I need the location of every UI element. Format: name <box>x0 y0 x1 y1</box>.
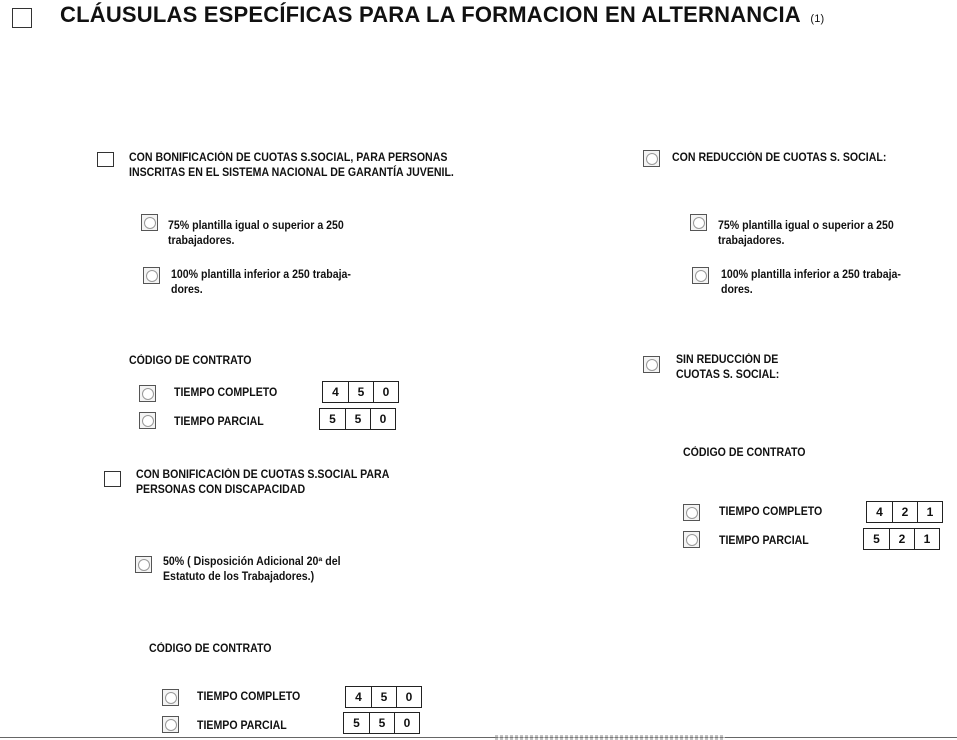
reduccion-75-label <box>718 219 894 249</box>
bonif-discap-parcial-label: TIEMPO PARCIAL <box>197 720 287 732</box>
sin-reduccion-line1: SIN REDUCCIÓN DE <box>676 354 779 366</box>
bonif-discap-codigo-label: CÒDIGO DE CONTRATO <box>149 643 272 655</box>
code-digit: 4 <box>332 385 339 399</box>
bonif-discap-parcial-code <box>343 712 420 734</box>
bonif-discap-line2: PERSONAS CON DISCAPACIDAD <box>136 484 306 496</box>
reduccion-100-option[interactable] <box>692 267 709 284</box>
bonif-juvenil-100-line2: dores. <box>171 284 203 296</box>
sin-reduccion-completo-option[interactable] <box>683 504 700 521</box>
sin-reduccion-parcial-option[interactable] <box>683 531 700 548</box>
code-digit: 1 <box>914 529 939 549</box>
code-digit: 5 <box>353 716 360 730</box>
page-title <box>60 2 824 28</box>
title-text: CLÁUSULAS ESPECÍFICAS PARA LA FORMACION EN ALTERNANCIA <box>60 2 801 27</box>
bonif-juvenil-checkbox[interactable] <box>97 152 114 167</box>
bonif-juvenil-completo-code <box>322 381 399 403</box>
sin-reduccion-completo-code <box>866 501 943 523</box>
bonif-discap-50-label <box>163 555 341 585</box>
bonif-juvenil-100-option[interactable] <box>143 267 160 284</box>
sin-reduccion-codigo-label: CÒDIGO DE CONTRATO <box>683 447 806 459</box>
bonif-juvenil-line1: CON BONIFICACIÓN DE CUOTAS S.SOCIAL, PARA PERSONAS <box>129 152 448 164</box>
page-bottom-rule <box>0 737 957 738</box>
bonif-discap-completo-option[interactable] <box>162 689 179 706</box>
bonif-juvenil-completo-label: TIEMPO COMPLETO <box>174 387 278 399</box>
bonif-discap-50-option[interactable] <box>135 556 152 573</box>
reduccion-100-line2: dores. <box>721 284 753 296</box>
bonif-juvenil-label <box>129 151 454 181</box>
code-digit: 5 <box>348 382 373 402</box>
bonif-juvenil-parcial-code <box>319 408 396 430</box>
bonif-juvenil-75-line2: trabajadores. <box>168 235 235 247</box>
bonif-discap-completo-label: TIEMPO COMPLETO <box>197 691 301 703</box>
code-digit: 5 <box>371 687 396 707</box>
bonif-discap-completo-code <box>345 686 422 708</box>
reduccion-75-line2: trabajadores. <box>718 235 785 247</box>
bonif-discap-50-line2: Estatuto de los Trabajadores.) <box>163 571 315 583</box>
code-digit: 4 <box>355 690 362 704</box>
bonif-juvenil-parcial-option[interactable] <box>139 412 156 429</box>
reduccion-75-line1: 75% plantilla igual o superior a 250 <box>718 220 894 232</box>
code-digit: 1 <box>917 502 942 522</box>
bonif-juvenil-100-label <box>171 268 351 298</box>
code-digit: 2 <box>889 529 914 549</box>
reduccion-label: CON REDUCCIÓN DE CUOTAS S. SOCIAL: <box>672 152 887 164</box>
bonif-juvenil-parcial-label: TIEMPO PARCIAL <box>174 416 264 428</box>
code-digit: 5 <box>873 532 880 546</box>
code-digit: 2 <box>892 502 917 522</box>
bonif-discap-checkbox[interactable] <box>104 471 121 487</box>
sin-reduccion-parcial-code <box>863 528 940 550</box>
bonif-discap-parcial-option[interactable] <box>162 716 179 733</box>
bonif-discap-label <box>136 468 389 498</box>
code-digit: 0 <box>396 687 421 707</box>
reduccion-option[interactable] <box>643 150 660 167</box>
bonif-juvenil-line2: INSCRITAS EN EL SISTEMA NACIONAL DE GARANTÍA JUVENIL. <box>129 167 454 179</box>
bonif-discap-line1: CON BONIFICACIÓN DE CUOTAS S.SOCIAL PARA <box>136 469 390 481</box>
cut-off-footer-text <box>495 735 725 740</box>
sin-reduccion-line2: CUOTAS S. SOCIAL: <box>676 369 780 381</box>
bonif-juvenil-75-line1: 75% plantilla igual o superior a 250 <box>168 220 344 232</box>
sin-reduccion-parcial-label: TIEMPO PARCIAL <box>719 535 809 547</box>
title-checkbox[interactable] <box>12 8 32 28</box>
bonif-juvenil-completo-option[interactable] <box>139 385 156 402</box>
reduccion-100-label <box>721 268 901 298</box>
reduccion-75-option[interactable] <box>690 214 707 231</box>
code-digit: 5 <box>345 409 370 429</box>
code-digit: 0 <box>394 713 419 733</box>
title-note: (1) <box>810 13 825 25</box>
bonif-juvenil-codigo-label: CÒDIGO DE CONTRATO <box>129 355 252 367</box>
code-digit: 4 <box>876 505 883 519</box>
bonif-juvenil-100-line1: 100% plantilla inferior a 250 trabaja- <box>171 269 351 281</box>
code-digit: 0 <box>373 382 398 402</box>
code-digit: 5 <box>329 412 336 426</box>
code-digit: 5 <box>369 713 394 733</box>
bonif-discap-50-line1: 50% ( Disposición Adicional 20ª del <box>163 556 341 568</box>
bonif-juvenil-75-label <box>168 219 344 249</box>
sin-reduccion-option[interactable] <box>643 356 660 373</box>
sin-reduccion-label <box>676 353 779 383</box>
reduccion-100-line1: 100% plantilla inferior a 250 trabaja- <box>721 269 901 281</box>
code-digit: 0 <box>370 409 395 429</box>
bonif-juvenil-75-option[interactable] <box>141 214 158 231</box>
sin-reduccion-completo-label: TIEMPO COMPLETO <box>719 506 823 518</box>
